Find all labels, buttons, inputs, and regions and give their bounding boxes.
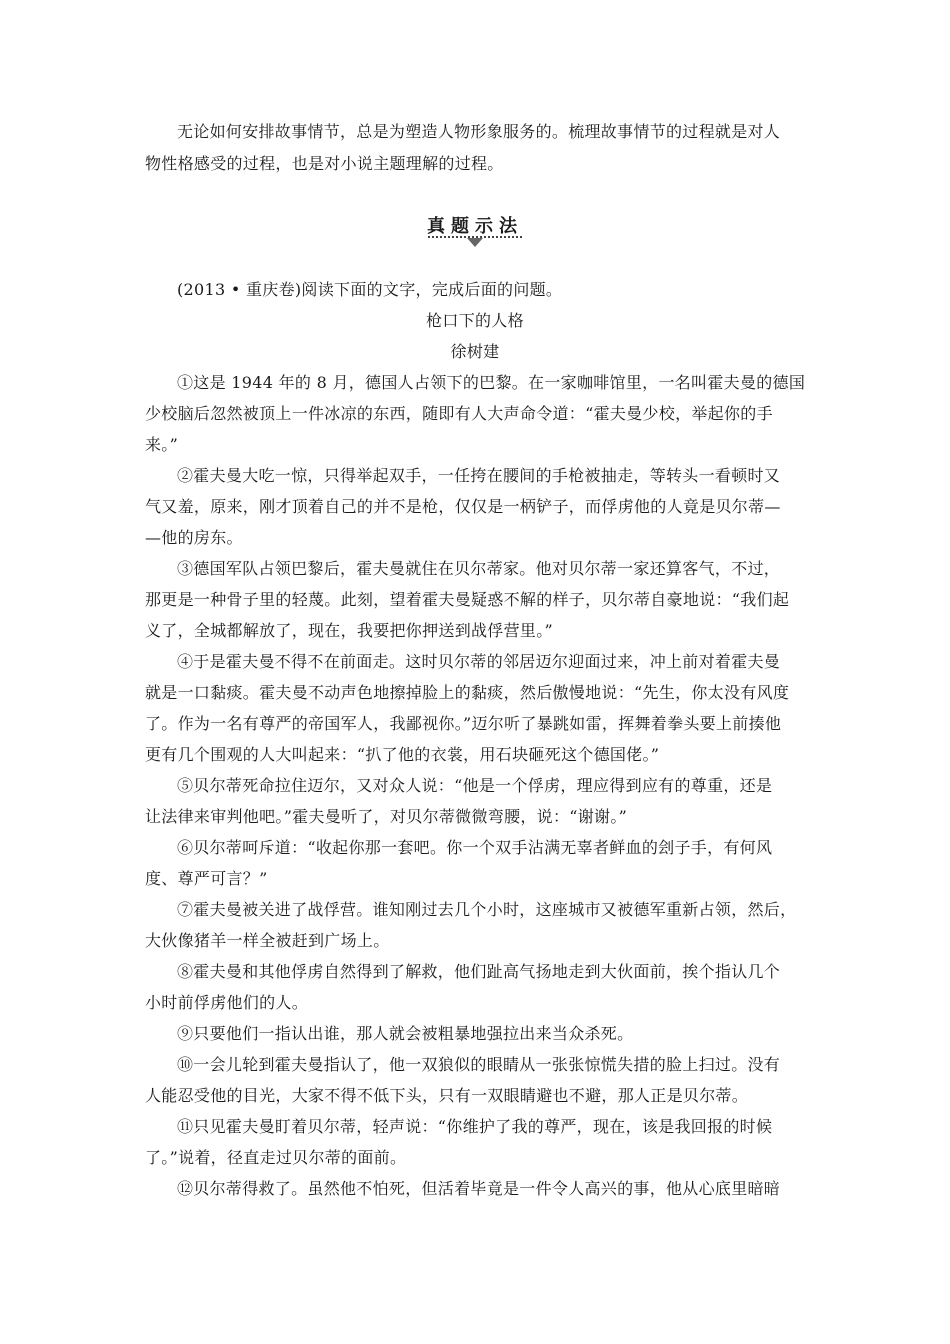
paragraph-line: ⑫贝尔蒂得救了。虽然他不怕死，但活着毕竟是一件令人高兴的事，他从心底里暗暗: [177, 1179, 781, 1198]
story-author: 徐树建: [450, 342, 500, 361]
paragraph-line: 让法律来审判他吧。”霍夫曼听了，对贝尔蒂微微弯腰，说：“谢谢。”: [145, 807, 628, 826]
paragraph-line: 了。作为一名有尊严的帝国军人，我鄙视你。”迈尔听了暴跳如雷，挥舞着拳头要上前揍他: [145, 714, 782, 733]
section-heading: 真题示法: [427, 216, 523, 237]
intro-line: 无论如何安排故事情节，总是为塑造人物形象服务的。梳理故事情节的过程就是对人: [177, 122, 781, 141]
paragraph-line: ⑧霍夫曼和其他俘虏自然得到了解救，他们趾高气扬地走到大伙面前，挨个指认几个: [177, 962, 781, 981]
paragraph-line: 更有几个围观的人大叫起来：“扒了他的衣裳，用石块砸死这个德国佬。”: [145, 745, 660, 764]
paragraph-line: 气又羞，原来，刚才顶着自己的并不是枪，仅仅是一柄铲子，而俘虏他的人竟是贝尔蒂—: [145, 497, 781, 516]
paragraph-line: 大伙像猪羊一样全被赶到广场上。: [145, 931, 390, 950]
paragraph-line: 就是一口黏痰。霍夫曼不动声色地擦掉脸上的黏痰，然后傲慢地说：“先生，你太没有风度: [145, 683, 790, 702]
paragraph-line: ④于是霍夫曼不得不在前面走。这时贝尔蒂的邻居迈尔迎面过来，冲上前对着霍夫曼: [177, 652, 781, 671]
paragraph-line: ⑦霍夫曼被关进了战俘营。谁知刚过去几个小时，这座城市又被德军重新占领，然后，: [177, 900, 797, 919]
intro-line: 物性格感受的过程，也是对小说主题理解的过程。: [145, 154, 504, 173]
source-note: (2013 • 重庆卷)阅读下面的文字，完成后面的问题。: [177, 280, 563, 299]
paragraph-line: 那更是一种骨子里的轻蔑。此刻，望着霍夫曼疑惑不解的样子，贝尔蒂自豪地说：“我们起: [145, 590, 790, 609]
paragraph-line: ⑤贝尔蒂死命拉住迈尔，又对众人说：“他是一个俘虏，理应得到应有的尊重，还是: [177, 776, 773, 795]
paragraph-line: 人能忍受他的目光，大家不得不低下头，只有一双眼睛避也不避，那人正是贝尔蒂。: [145, 1086, 749, 1105]
paragraph-line: ⑨只要他们一指认出谁，那人就会被粗暴地强拉出来当众杀死。: [177, 1024, 634, 1043]
paragraph-line: 义了，全城都解放了，现在，我要把你押送到战俘营里。”: [145, 621, 553, 640]
story-title: 枪口下的人格: [426, 311, 524, 330]
paragraph-line: ⑩一会儿轮到霍夫曼指认了，他一双狼似的眼睛从一张张惊慌失措的脸上扫过。没有: [177, 1055, 781, 1074]
paragraph-line: ⑪只见霍夫曼盯着贝尔蒂，轻声说：“你维护了我的尊严，现在，该是我回报的时候: [177, 1117, 773, 1136]
paragraph-line: 度、尊严可言？”: [145, 869, 268, 888]
paragraph-line: ②霍夫曼大吃一惊，只得举起双手，一任挎在腰间的手枪被抽走，等转头一看顿时又: [177, 466, 781, 485]
heading-arrow-icon: [467, 238, 483, 247]
paragraph-line: ⑥贝尔蒂呵斥道：“收起你那一套吧。你一个双手沾满无辜者鲜血的刽子手，有何风: [177, 838, 773, 857]
paragraph-line: ①这是 1944 年的 8 月，德国人占领下的巴黎。在一家咖啡馆里，一名叫霍夫曼的德国: [177, 373, 806, 392]
paragraph-line: 少校脑后忽然被顶上一件冰凉的东西，随即有人大声命令道：“霍夫曼少校，举起你的手: [145, 404, 773, 423]
paragraph-line: 小时前俘虏他们的人。: [145, 993, 309, 1012]
paragraph-line: —他的房东。: [145, 528, 243, 547]
paragraph-line: 来。”: [145, 435, 179, 454]
paragraph-line: ③德国军队占领巴黎后，霍夫曼就住在贝尔蒂家。他对贝尔蒂一家还算客气，不过，: [177, 559, 781, 578]
paragraph-line: 了。”说着，径直走过贝尔蒂的面前。: [145, 1148, 407, 1167]
